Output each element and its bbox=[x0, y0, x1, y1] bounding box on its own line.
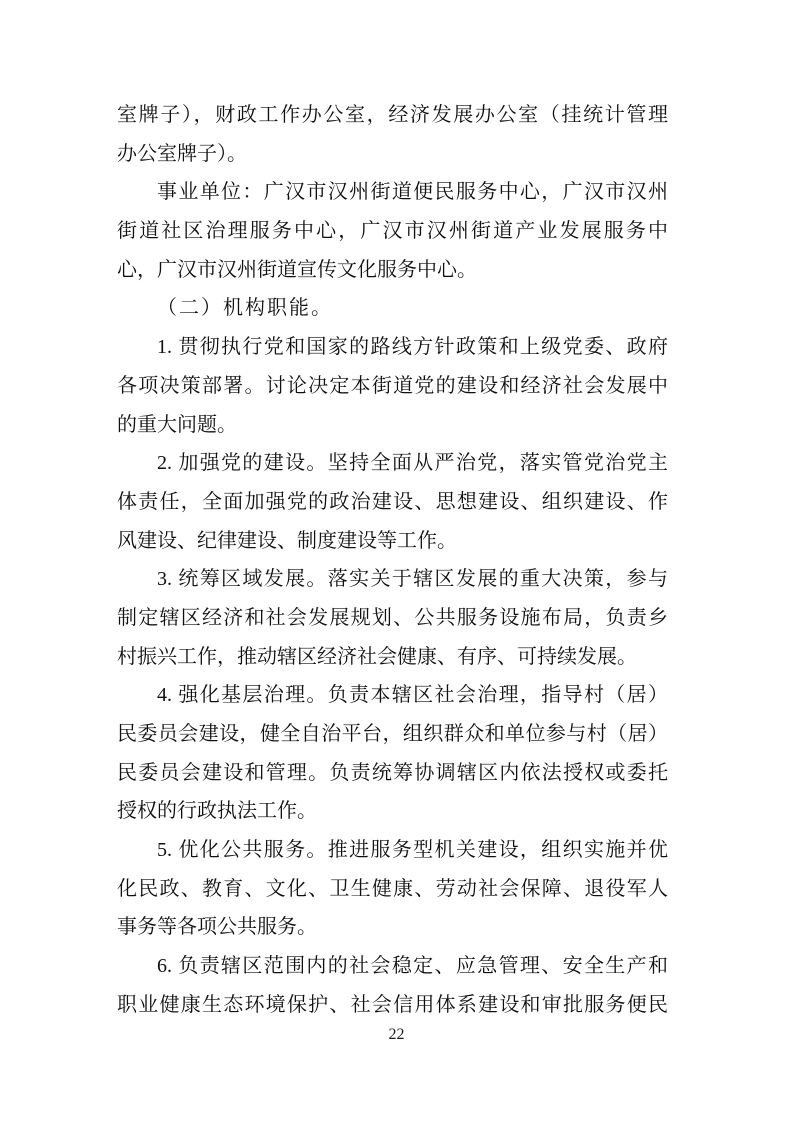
text-line: 化民政、教育、文化、卫生健康、劳动社会保障、退役军人 bbox=[117, 877, 668, 900]
text-line: 民委员会建设和管理。负责统筹协调辖区内依法授权或委托 bbox=[117, 761, 668, 784]
text-line: 3. 统筹区域发展。落实关于辖区发展的重大决策，参与 bbox=[157, 568, 668, 591]
text-line: 办公室牌子）。 bbox=[117, 142, 247, 165]
text-line: 1. 贯彻执行党和国家的路线方针政策和上级党委、政府 bbox=[157, 336, 668, 359]
text-line: 各项决策部署。讨论决定本街道党的建设和经济社会发展中 bbox=[117, 374, 668, 397]
text-line: 授权的行政执法工作。 bbox=[117, 800, 317, 823]
text-line: 村振兴工作，推动辖区经济社会健康、有序、可持续发展。 bbox=[117, 645, 637, 668]
document-text-block bbox=[117, 96, 668, 1025]
text-line: 室牌子），财政工作办公室，经济发展办公室（挂统计管理 bbox=[117, 104, 668, 126]
text-line: 制定辖区经济和社会发展规划、公共服务设施布局，负责乡 bbox=[117, 606, 668, 629]
section-heading: （二）机构职能。 bbox=[157, 297, 333, 320]
text-line: 街道社区治理服务中心，广汉市汉州街道产业发展服务中 bbox=[117, 220, 668, 243]
text-line: 4. 强化基层治理。负责本辖区社会治理，指导村（居） bbox=[157, 684, 668, 707]
text-line: 民委员会建设，健全自治平台，组织群众和单位参与村（居） bbox=[117, 723, 668, 745]
text-line: 的重大问题。 bbox=[117, 413, 237, 436]
page-number: 22 bbox=[388, 1026, 405, 1043]
text-line: 5. 优化公共服务。推进服务型机关建设，组织实施并优 bbox=[157, 839, 668, 862]
text-line: 风建设、纪律建设、制度建设等工作。 bbox=[117, 529, 457, 552]
text-line: 事务等各项公共服务。 bbox=[117, 916, 317, 939]
text-line: 事业单位：广汉市汉州街道便民服务中心，广汉市汉州 bbox=[157, 181, 668, 204]
text-line: 2. 加强党的建设。坚持全面从严治党，落实管党治党主 bbox=[157, 452, 668, 475]
text-line: 职业健康生态环境保护、社会信用体系建设和审批服务便民 bbox=[117, 993, 668, 1016]
text-line: 心，广汉市汉州街道宣传文化服务中心。 bbox=[117, 258, 477, 281]
text-line: 体责任，全面加强党的政治建设、思想建设、组织建设、作 bbox=[117, 490, 668, 513]
text-line: 6. 负责辖区范围内的社会稳定、应急管理、安全生产和 bbox=[157, 955, 668, 978]
